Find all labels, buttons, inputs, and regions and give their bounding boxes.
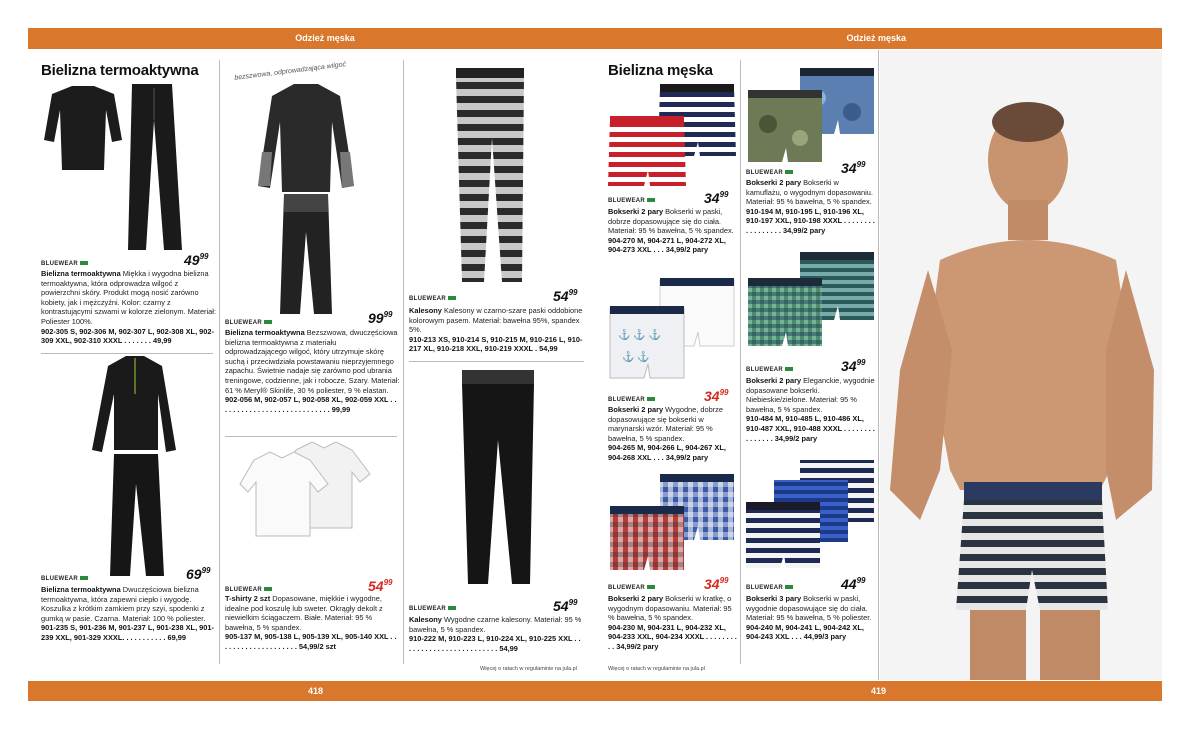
divider (225, 436, 397, 437)
price-tag: $69^{99}$ (186, 566, 211, 582)
brand-logo: BLUEWEAR (41, 576, 88, 582)
price-tag: $44^{99}$ (841, 576, 866, 592)
divider (878, 50, 879, 680)
product-description: Kalesony Wygodne czarne kalesony. Materiał: 95 % bawełna, 5 % spandex. 910-222 M, 910-223 L, 910-224 XL, 910-225 XXL . . . . . . . . . . . . . . . . . . . . . . . . 54,99 (409, 615, 582, 653)
price-tag: $99^{99}$ (368, 310, 393, 326)
svg-text:⚓ ⚓: ⚓ ⚓ (622, 352, 650, 363)
price-tag: $54^{99}$ (368, 578, 393, 594)
product-image-boxers-green-check (748, 252, 876, 348)
brand-logo: BLUEWEAR (225, 320, 272, 326)
product-description: Bielizna termoaktywna Bezszwowa, dwuczęściowa bielizna termoaktywna z materiału odprowadzającego wilgoć, który utrzymuje skórę suchą i przeciwdziała powstawaniu nieprzyjemnego zapachu. Świetnie nadaje się zarówno pod ubrania treningowe, codzienne, jak i robocze. Szary. Materiał: 61 % Meryl® Skinlife, 30 % poliester, 9 % elastan. 902-056 M, 902-057 L, 902-058 XL, 902-059 XXL . . . . . . . . . . . . . . . . . . . . . . . . . . . . 99,99 (225, 328, 400, 414)
brand-logo: BLUEWEAR (409, 296, 456, 302)
product-image-striped-longjohns (450, 68, 530, 286)
price-tag: $34^{99}$ (841, 160, 866, 176)
product-image-boxers-checked (608, 472, 736, 572)
brand-logo: BLUEWEAR (746, 367, 793, 373)
product-image-tshirts (238, 438, 376, 538)
price-tag: $54^{99}$ (553, 288, 578, 304)
installment-note: Więcej o ratach w regulaminie na jula.pl (480, 666, 577, 672)
product-description: T-shirty 2 szt Dopasowane, miękkie i wygodne, idealne pod koszulę lub sweter. Okrągły dekolt z niewielkim ściągaczem. Białe. Materiał: 95 % bawełna, 5 % spandex. 905-137 M, 905-138 L, 905-139 XL, 905-140 XXL . . . . . . . . . . . . . . . . . . . . 54,99/2 szt (225, 594, 397, 651)
divider (740, 60, 741, 664)
price-tag: $34^{99}$ (841, 358, 866, 374)
header-bar-left (28, 28, 622, 49)
tagline: bezszwowa, odprowadzająca wilgoć (233, 61, 347, 82)
product-image-thermo-set (42, 80, 192, 260)
product-image-black-longjohns (458, 370, 538, 588)
price-tag: $54^{99}$ (553, 598, 578, 614)
product-image-boxers-anchor (608, 276, 736, 380)
model-photo (880, 50, 1162, 680)
header-label: Odzież męska (295, 33, 355, 43)
product-image-seamless (256, 82, 356, 317)
divider (219, 60, 220, 664)
product-description: Bokserki 2 pary Bokserki w kamuflażu, o wygodnym dopasowaniu. Materiał: 95 % bawełna, 5 % spandex. 910-194 M, 910-195 L, 910-196 XL, 910-197 XXL, 910-198 XXXL . . . . . . . . . . . . . . . . . 34,99/2 pary (746, 178, 875, 235)
product-description: Bokserki 2 pary Bokserki w kratkę, o wygodnym dopasowaniu. Materiał: 95 % bawełna, 5 % spandex. 904-230 M, 904-231 L, 904-232 XL, 904-233 XXL, 904-234 XXXL . . . . . . . . . . 34,99/2 pary (608, 594, 737, 651)
product-description: Bokserki 2 pary Bokserki w paski, dobrze dopasowujące się do ciała. Materiał: 95 % bawełna, 5 % spandex. 904-270 M, 904-271 L, 904-272 XL, 904-273 XXL . . . 34,99/2 pary (608, 207, 734, 255)
installment-note: Więcej o ratach w regulaminie na jula.pl (608, 666, 705, 672)
page-number-right: 419 (870, 686, 886, 696)
brand-logo: BLUEWEAR (608, 397, 655, 403)
product-image-boxers-3pack (746, 458, 876, 570)
product-description: Bokserki 2 pary Eleganckie, wygodnie dopasowane bokserki. Niebieskie/zielone. Materiał: 95 % bawełna, 5 % spandex. 910-484 M, 910-485 L, 910-486 XL, 910-487 XXL, 910-488 XXXL . . . . . . . . . . . . . . . 34,99/2 pary (746, 376, 875, 443)
header-bar-right (596, 28, 1162, 49)
price-tag: $34^{99}$ (704, 190, 729, 206)
divider (403, 60, 404, 664)
divider (409, 361, 584, 362)
price-tag: $49^{99}$ (184, 252, 209, 268)
product-description: Bielizna termoaktywna Dwuczęściowa bielizna termoaktywna, która zapewni ciepło i wygodę. Koszulka z krótkim zamkiem przy szyi, spodenki z gumką w pasie. Czarna. Materiał: 100 % poliester. 901-235 S, 901-236 M, 901-237 L, 901-238 XL, 901-239 XXL, 901-329 XXXL. . . . . . . . . . . 69,99 (41, 585, 214, 642)
product-description: Bielizna termoaktywna Miękka i wygodna bielizna termoaktywna, która odprowadza wilgoć z powierzchni skóry. Produkt mogą nosić zarówno kobiety, jak i mężczyźni. Kolor: czarny z kontrastującymi szwami w kolorze zielonym. Materiał: Poliester 100%. 902-305 S, 902-306 M, 902-307 L, 902-308 XL, 902-309 XXL, 902-310 XXXL . . . . . . . 49,99 (41, 269, 216, 346)
product-description: Bokserki 2 pary Wygodne, dobrze dopasowujące się bokserki w marynarski wzór. Materiał: 95 % bawełna, 5 % spandex. 904-265 M, 904-266 L, 904-267 XL, 904-268 XXL . . . 34,99/2 pary (608, 405, 726, 462)
product-description: Bokserki 3 pary Bokserki w paski, wygodnie dopasowujące się do ciała. Materiał: 95 % bawełna, 5 % poliester. 904-240 M, 904-241 L, 904-242 XL, 904-243 XXL . . . 44,99/3 pary (746, 594, 872, 642)
header-label: Odzież męska (846, 33, 906, 43)
section-title-thermo: Bielizna termoaktywna (41, 62, 199, 79)
price-tag: $34^{99}$ (704, 576, 729, 592)
footer-bar-left (28, 681, 622, 701)
svg-text:⚓ ⚓ ⚓: ⚓ ⚓ ⚓ (618, 330, 661, 341)
product-image-boxers-camo (748, 68, 876, 164)
price-tag: $34^{99}$ (704, 388, 729, 404)
footer-bar-right (596, 681, 1162, 701)
brand-logo: BLUEWEAR (41, 261, 88, 267)
product-description: Kalesony Kalesony w czarno-szare paski oddobione kolorowym pasem. Materiał: bawełna 95%, spandex 5%. 910-213 XS, 910-214 S, 910-215 M, 910-216 L, 910-217 XL, 910-218 XXL, 910-219 XXXL . 54,99 (409, 306, 583, 354)
brand-logo: BLUEWEAR (746, 585, 793, 591)
product-image-thermo-zip (88, 354, 183, 579)
brand-logo: BLUEWEAR (608, 585, 655, 591)
brand-logo: BLUEWEAR (746, 170, 793, 176)
product-image-boxers-striped (608, 82, 736, 188)
section-title-men: Bielizna męska (608, 62, 713, 79)
brand-logo: BLUEWEAR (225, 587, 272, 593)
brand-logo: BLUEWEAR (409, 606, 456, 612)
page-number-left: 418 (308, 686, 324, 696)
brand-logo: BLUEWEAR (608, 198, 655, 204)
